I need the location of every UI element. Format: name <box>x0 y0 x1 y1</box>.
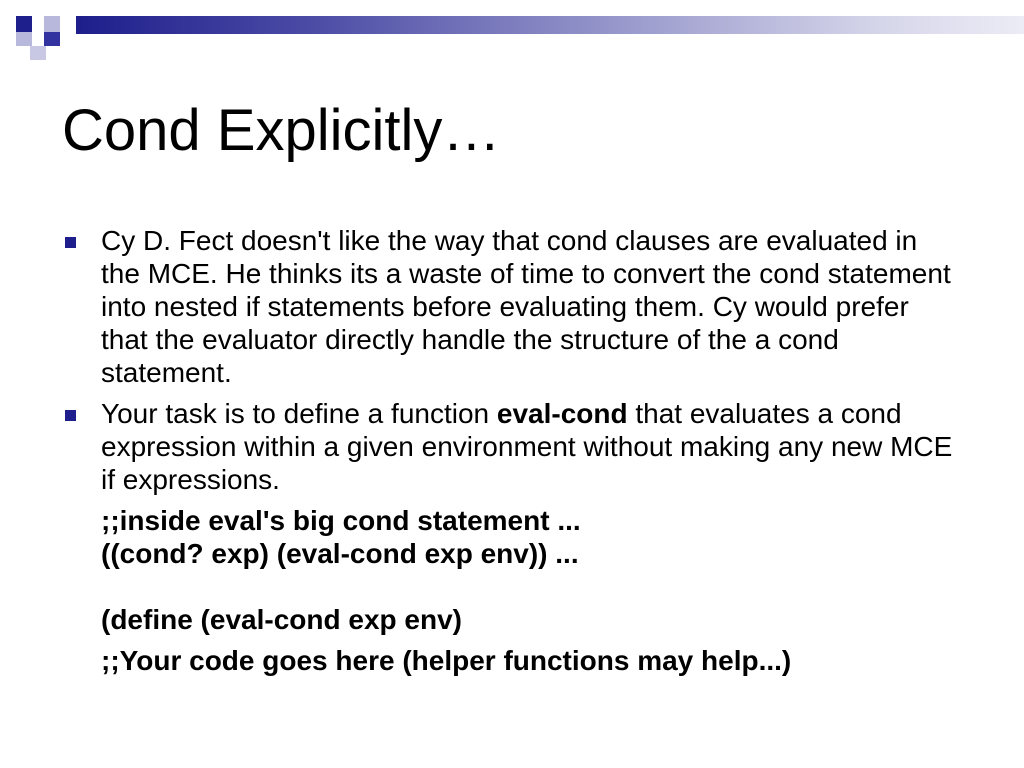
bullet-item <box>62 224 962 389</box>
code-block <box>62 504 962 677</box>
slide-title: Cond Explicitly… <box>62 98 501 163</box>
code-line: ;;Your code goes here (helper functions may help...) <box>101 645 792 676</box>
function-name: eval-cond <box>496 398 628 429</box>
code-spacer <box>101 570 962 603</box>
decorative-square <box>30 46 46 60</box>
code-line: ((cond? exp) (eval-cond exp env)) ... <box>101 538 579 569</box>
decorative-square <box>16 32 32 46</box>
decorative-square <box>44 16 60 32</box>
bullet-text-post: that evaluates a cond expression within a given environment without making any new MCE if expressions. <box>101 398 953 495</box>
decorative-square <box>44 32 60 46</box>
header-gradient-band <box>76 16 1024 34</box>
slide-body <box>62 224 962 677</box>
bullet-text-pre: Your task is to define a function <box>101 398 497 429</box>
code-line: ;;inside eval's big cond statement ... <box>101 505 581 536</box>
code-line: (define (eval-cond exp env) <box>101 604 462 635</box>
square-bullet-icon <box>65 237 76 248</box>
square-bullet-icon <box>65 410 76 421</box>
bullet-item <box>62 397 962 496</box>
bullet-text: Cy D. Fect doesn't like the way that cond clauses are evaluated in the MCE. He thinks its a waste of time to convert the cond statement into nested if statements before evaluating them. Cy would prefer that the evaluator directly handle the structure of the a cond statement. <box>101 225 951 388</box>
code-spacer <box>101 636 962 644</box>
decorative-square <box>16 16 32 32</box>
